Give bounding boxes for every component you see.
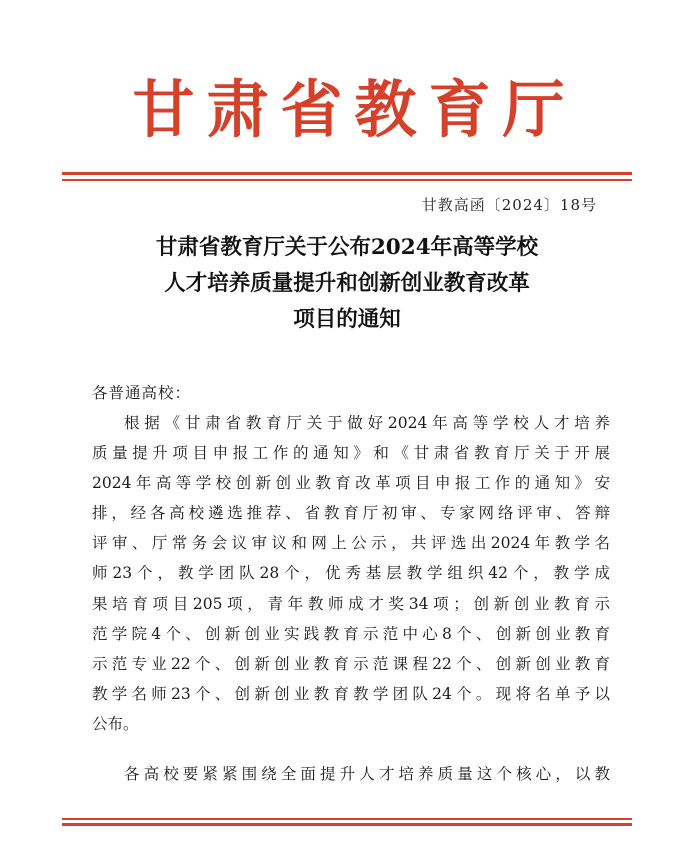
agency-masthead: 甘肃省教育厅 (132, 73, 577, 146)
body-line: 质量提升项目申报工作的通知》和《甘肃省教育厅关于开展 (92, 444, 610, 463)
document-number: 甘教高函〔2024〕18号 (421, 196, 597, 214)
document-body (92, 378, 610, 789)
body-line: 2024年高等学校创新创业教育改革项目申报工作的通知》安 (92, 474, 610, 493)
document-title (62, 230, 632, 338)
body-line: 评审、厅常务会议审议和网上公示，共评选出2024年教学名 (92, 534, 610, 553)
title-line-3: 项目的通知 (293, 307, 401, 332)
footer-red-rule-thin (62, 818, 632, 820)
header-red-rule-thick (62, 172, 632, 175)
body-line: 果培育项目205项，青年教师成才奖34项；创新创业教育示 (92, 594, 610, 613)
body-line: 各高校要紧紧围绕全面提升人才培养质量这个核心，以教 (124, 765, 610, 784)
salutation: 各普通高校： (92, 384, 192, 402)
title-line-1: 甘肃省教育厅关于公布2024年高等学校 (155, 235, 539, 260)
header-red-rule-thin (62, 179, 632, 181)
body-line: 师23个，教学团队28个，优秀基层教学组织42个，教学成 (92, 564, 610, 583)
footer-red-rule-thick (62, 823, 632, 826)
body-line: 根据《甘肃省教育厅关于做好2024年高等学校人才培养 (124, 414, 610, 432)
body-line: 公布。 (92, 714, 139, 733)
body-line: 排，经各高校遴选推荐、省教育厅初审、专家网络评审、答辩 (92, 504, 610, 523)
body-line: 范学院4个、创新创业实践教育示范中心8个、创新创业教育 (92, 624, 610, 643)
body-line: 示范专业22个、创新创业教育示范课程22个、创新创业教育 (92, 654, 610, 673)
paragraph-1 (92, 408, 610, 739)
body-line: 教学名师23个、创新创业教育教学团队24个。现将名单予以 (92, 684, 610, 703)
title-line-2: 人才培养质量提升和创新创业教育改革 (164, 271, 530, 296)
paragraph-2 (92, 759, 610, 789)
